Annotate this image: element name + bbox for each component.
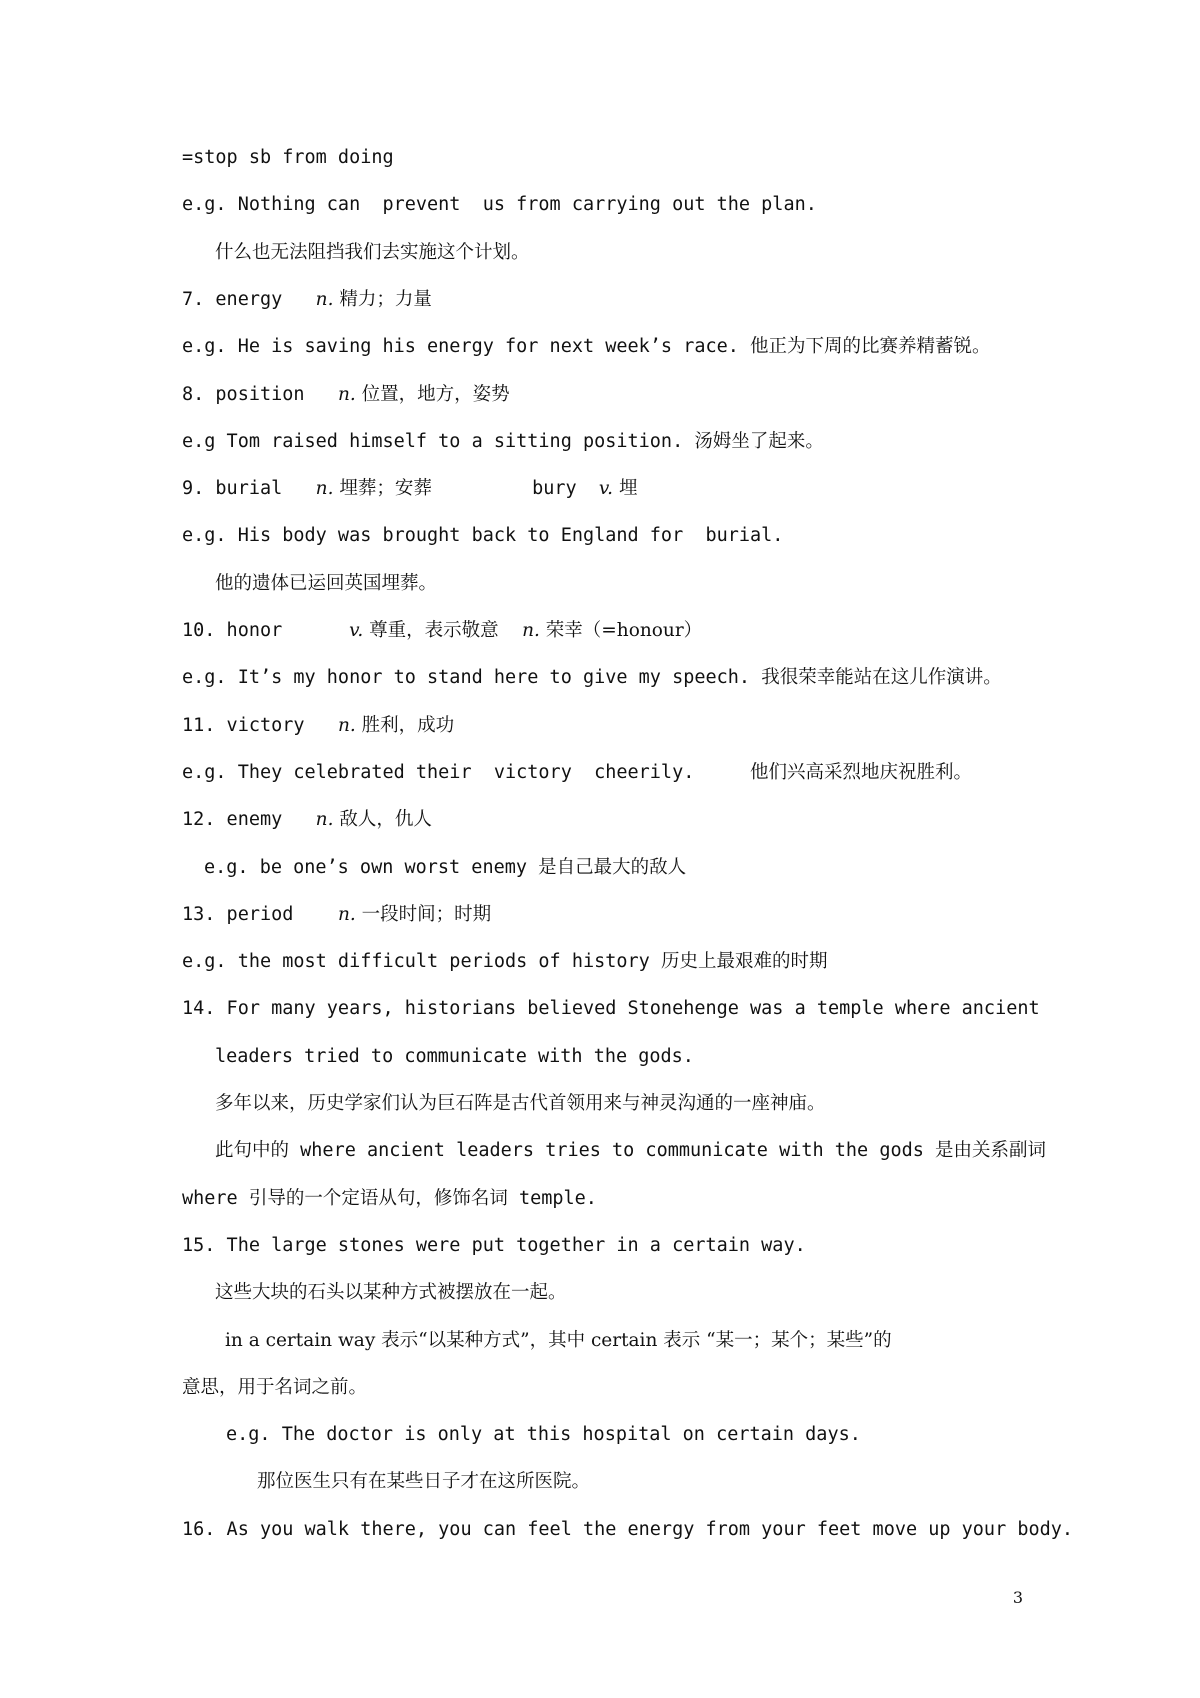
text-segment: 14. For many years, historians believed Stonehenge was a temple where ancient bbox=[182, 998, 1040, 1019]
part-of-speech: v. bbox=[598, 478, 614, 499]
text-segment: 位置，地方，姿势 bbox=[355, 384, 510, 405]
text-segment: bury bbox=[431, 478, 599, 499]
text-segment: 7. energy bbox=[182, 289, 316, 310]
text-segment: 那位医生只有在某些日子才在这所医院。 bbox=[257, 1471, 591, 1492]
text-segment: 引导的一个定语从句，修饰名词 bbox=[248, 1188, 508, 1209]
text-segment: 8. position bbox=[182, 384, 338, 405]
text-line bbox=[182, 1186, 597, 1212]
text-segment: e.g. be one’s own worst enemy bbox=[204, 857, 539, 878]
text-line bbox=[182, 287, 432, 313]
text-segment: 16. As you walk there, you can feel the energy from your feet move up your body. bbox=[182, 1519, 1074, 1540]
text-line bbox=[215, 1044, 694, 1070]
text-line bbox=[226, 1422, 861, 1448]
text-line bbox=[182, 760, 972, 786]
text-segment: 11. victory bbox=[182, 715, 338, 736]
text-segment: e.g. He is saving his energy for next week’s race. bbox=[182, 336, 751, 357]
text-line bbox=[182, 902, 491, 928]
part-of-speech: n. bbox=[315, 809, 334, 830]
part-of-speech: n. bbox=[337, 384, 356, 405]
text-segment: 胜利，成功 bbox=[355, 715, 455, 736]
text-line bbox=[182, 665, 1002, 691]
text-line bbox=[182, 949, 827, 975]
text-line bbox=[215, 1138, 1046, 1164]
text-segment: 这些大块的石头以某种方式被摆放在一起。 bbox=[215, 1282, 567, 1303]
text-segment: e.g. It’s my honor to stand here to give my speech. bbox=[182, 667, 762, 688]
text-segment: 他正为下周的比赛养精蓄锐。 bbox=[750, 336, 991, 357]
text-segment: where ancient leaders tries to communicate with the gods bbox=[289, 1140, 936, 1161]
text-segment: 荣幸（=honour） bbox=[539, 620, 703, 641]
text-segment: e.g. His body was brought back to England for burial. bbox=[182, 525, 784, 546]
text-segment: 历史上最艰难的时期 bbox=[660, 951, 828, 972]
text-line bbox=[182, 429, 824, 455]
text-segment: 是自己最大的敌人 bbox=[538, 857, 687, 878]
text-segment: 是由关系副词 bbox=[935, 1140, 1047, 1161]
part-of-speech: n. bbox=[337, 904, 356, 925]
text-line bbox=[182, 192, 817, 218]
text-line bbox=[182, 334, 991, 360]
text-segment: 12. enemy bbox=[182, 809, 316, 830]
text-line bbox=[257, 1469, 590, 1495]
part-of-speech: n. bbox=[315, 289, 334, 310]
text-segment: temple. bbox=[507, 1188, 597, 1209]
text-segment: 一段时间；时期 bbox=[355, 904, 492, 925]
page-number: 3 bbox=[1012, 1588, 1023, 1607]
part-of-speech: n. bbox=[337, 715, 356, 736]
text-line bbox=[182, 523, 783, 549]
text-line bbox=[182, 1233, 806, 1259]
text-line bbox=[182, 1517, 1073, 1543]
text-line bbox=[182, 618, 702, 644]
part-of-speech: v. bbox=[349, 620, 364, 641]
text-segment: 此句中的 bbox=[215, 1140, 290, 1161]
text-segment: where bbox=[182, 1188, 249, 1209]
text-segment: 他的遗体已运回英国埋葬。 bbox=[215, 573, 438, 594]
text-segment: 汤姆坐了起来。 bbox=[694, 431, 824, 452]
text-segment: 埋 bbox=[613, 478, 638, 499]
text-line bbox=[182, 476, 637, 502]
text-line bbox=[182, 807, 432, 833]
text-line bbox=[182, 713, 454, 739]
text-line bbox=[182, 996, 1040, 1022]
text-segment: 埋葬；安葬 bbox=[333, 478, 432, 499]
text-line bbox=[215, 1091, 826, 1117]
part-of-speech: n. bbox=[522, 620, 540, 641]
text-line bbox=[215, 240, 530, 266]
text-segment: 精力；力量 bbox=[333, 289, 432, 310]
text-segment: 13. period bbox=[182, 904, 338, 925]
text-segment: =stop sb from doing bbox=[182, 147, 394, 168]
text-line bbox=[182, 382, 510, 408]
text-segment: 尊重，表示敬意 bbox=[363, 620, 523, 641]
text-segment: 9. burial bbox=[182, 478, 316, 499]
text-segment: 多年以来，历史学家们认为巨石阵是古代首领用来与神灵沟通的一座神庙。 bbox=[215, 1093, 826, 1114]
text-line bbox=[182, 145, 394, 171]
text-segment: e.g Tom raised himself to a sitting position. bbox=[182, 431, 695, 452]
text-segment: e.g. Nothing can prevent us from carrying out the plan. bbox=[182, 194, 817, 215]
text-segment: 意思，用于名词之前。 bbox=[182, 1377, 368, 1398]
text-line bbox=[225, 1328, 892, 1354]
text-segment: 什么也无法阻挡我们去实施这个计划。 bbox=[215, 242, 530, 263]
text-segment: 10. honor bbox=[182, 620, 350, 641]
text-segment: e.g. the most difficult periods of history bbox=[182, 951, 661, 972]
part-of-speech: n. bbox=[315, 478, 334, 499]
text-segment: 他们兴高采烈地庆祝胜利。 bbox=[750, 762, 973, 783]
text-line bbox=[204, 855, 686, 881]
text-segment: 15. The large stones were put together in a certain way. bbox=[182, 1235, 806, 1256]
text-segment: 敌人，仇人 bbox=[333, 809, 432, 830]
text-line bbox=[182, 1375, 367, 1401]
text-segment: e.g. The doctor is only at this hospital on certain days. bbox=[226, 1424, 861, 1445]
text-segment: e.g. They celebrated their victory cheerily. bbox=[182, 762, 751, 783]
text-segment: 我很荣幸能站在这儿作演讲。 bbox=[761, 667, 1002, 688]
text-segment: leaders tried to communicate with the gods. bbox=[215, 1046, 694, 1067]
text-line bbox=[215, 1280, 567, 1306]
text-segment: in a certain way 表示“以某种方式”，其中 certain 表示 “某一；某个；某些”的 bbox=[225, 1330, 892, 1351]
text-line bbox=[215, 571, 437, 597]
